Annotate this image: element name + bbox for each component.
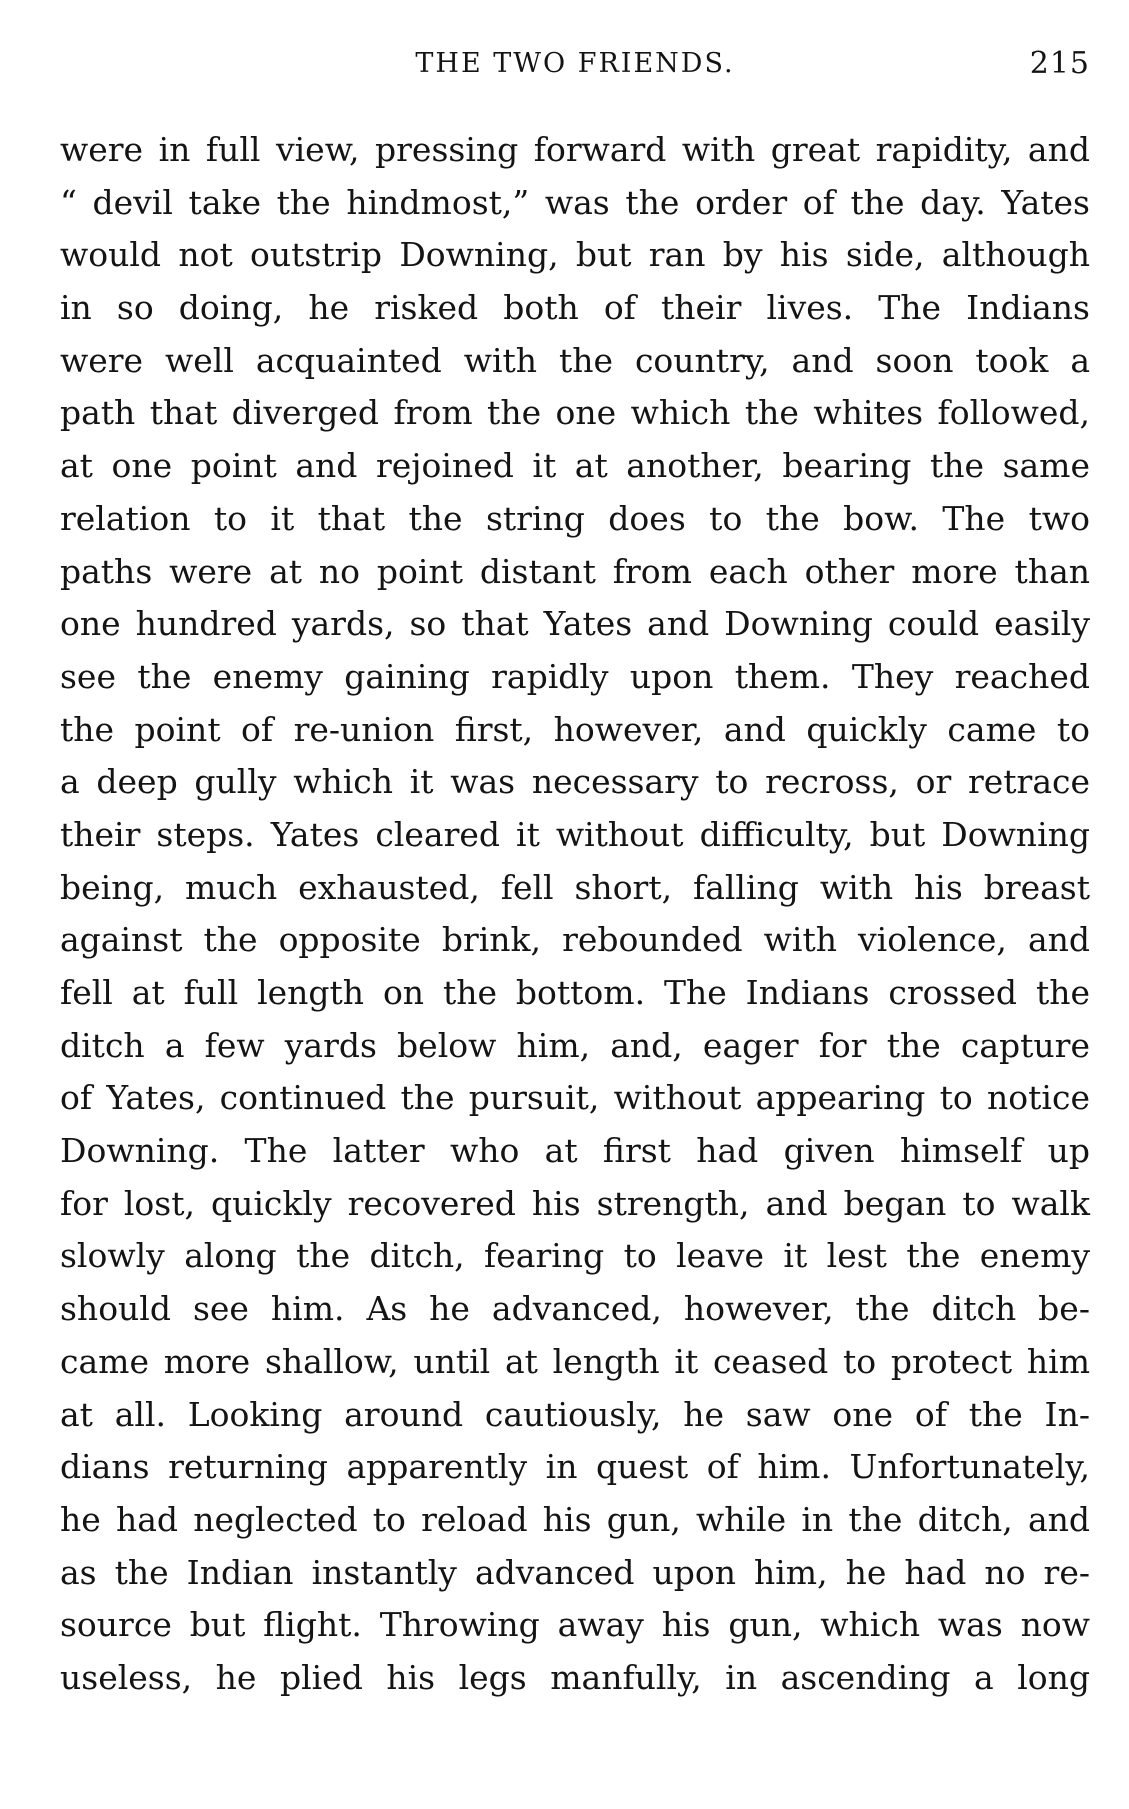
text-line: relation to it that the string does to the bow. The two: [60, 498, 1090, 538]
text-line: useless, he plied his legs manfully, in ascending a long: [60, 1657, 1090, 1697]
text-line: came more shallow, until at length it ceased to protect him: [60, 1341, 1090, 1381]
text-line: were well acquainted with the country, and soon took a: [60, 340, 1090, 380]
text-line: being, much exhausted, fell short, falling with his breast: [60, 867, 1090, 907]
text-line: fell at full length on the bottom. The Indians crossed the: [60, 973, 1090, 1012]
text-line: see the enemy gaining rapidly upon them. They reached: [60, 656, 1090, 696]
body-text: [60, 124, 1090, 1705]
text-line: paths were at no point distant from each other more than: [60, 551, 1090, 591]
text-line: “ devil take the hindmost,” was the order of the day. Yates: [60, 182, 1090, 222]
text-line: he had neglected to reload his gun, while in the ditch, and: [60, 1499, 1090, 1539]
text-line: ditch a few yards below him, and, eager for the capture: [60, 1025, 1090, 1065]
text-line: dians returning apparently in quest of him. Unfortunately,: [60, 1447, 1090, 1487]
text-line: their steps. Yates cleared it without difficulty, but Downing: [60, 814, 1090, 854]
text-line: as the Indian instantly advanced upon him, he had no re-: [60, 1552, 1090, 1592]
text-line: source but flight. Throwing away his gun, which was now: [60, 1605, 1090, 1645]
page-header: [60, 42, 1090, 86]
text-line: Downing. The latter who at first had given himself up: [60, 1131, 1090, 1171]
text-line: of Yates, continued the pursuit, without appearing to notice: [60, 1078, 1090, 1118]
text-line: would not outstrip Downing, but ran by his side, although: [60, 235, 1090, 275]
page-number: 215: [1029, 46, 1090, 81]
text-line: against the opposite brink, rebounded with violence, and: [60, 920, 1090, 960]
running-title: THE TWO FRIENDS.: [415, 48, 735, 79]
text-line: at one point and rejoined it at another, bearing the same: [60, 446, 1090, 486]
text-line: one hundred yards, so that Yates and Downing could easily: [60, 604, 1090, 644]
text-line: path that diverged from the one which the whites followed,: [60, 393, 1090, 433]
text-line: in so doing, he risked both of their lives. The Indians: [60, 288, 1090, 328]
text-line: the point of re-union first, however, and quickly came to: [60, 709, 1090, 749]
text-line: were in full view, pressing forward with great rapidity, and: [60, 130, 1090, 169]
text-line: should see him. As he advanced, however, the ditch be-: [60, 1289, 1090, 1329]
text-line: at all. Looking around cautiously, he saw one of the In-: [60, 1394, 1090, 1434]
text-line: slowly along the ditch, fearing to leave it lest the enemy: [60, 1236, 1090, 1276]
text-line: for lost, quickly recovered his strength, and began to walk: [60, 1183, 1090, 1223]
text-line: a deep gully which it was necessary to recross, or retrace: [60, 762, 1090, 802]
